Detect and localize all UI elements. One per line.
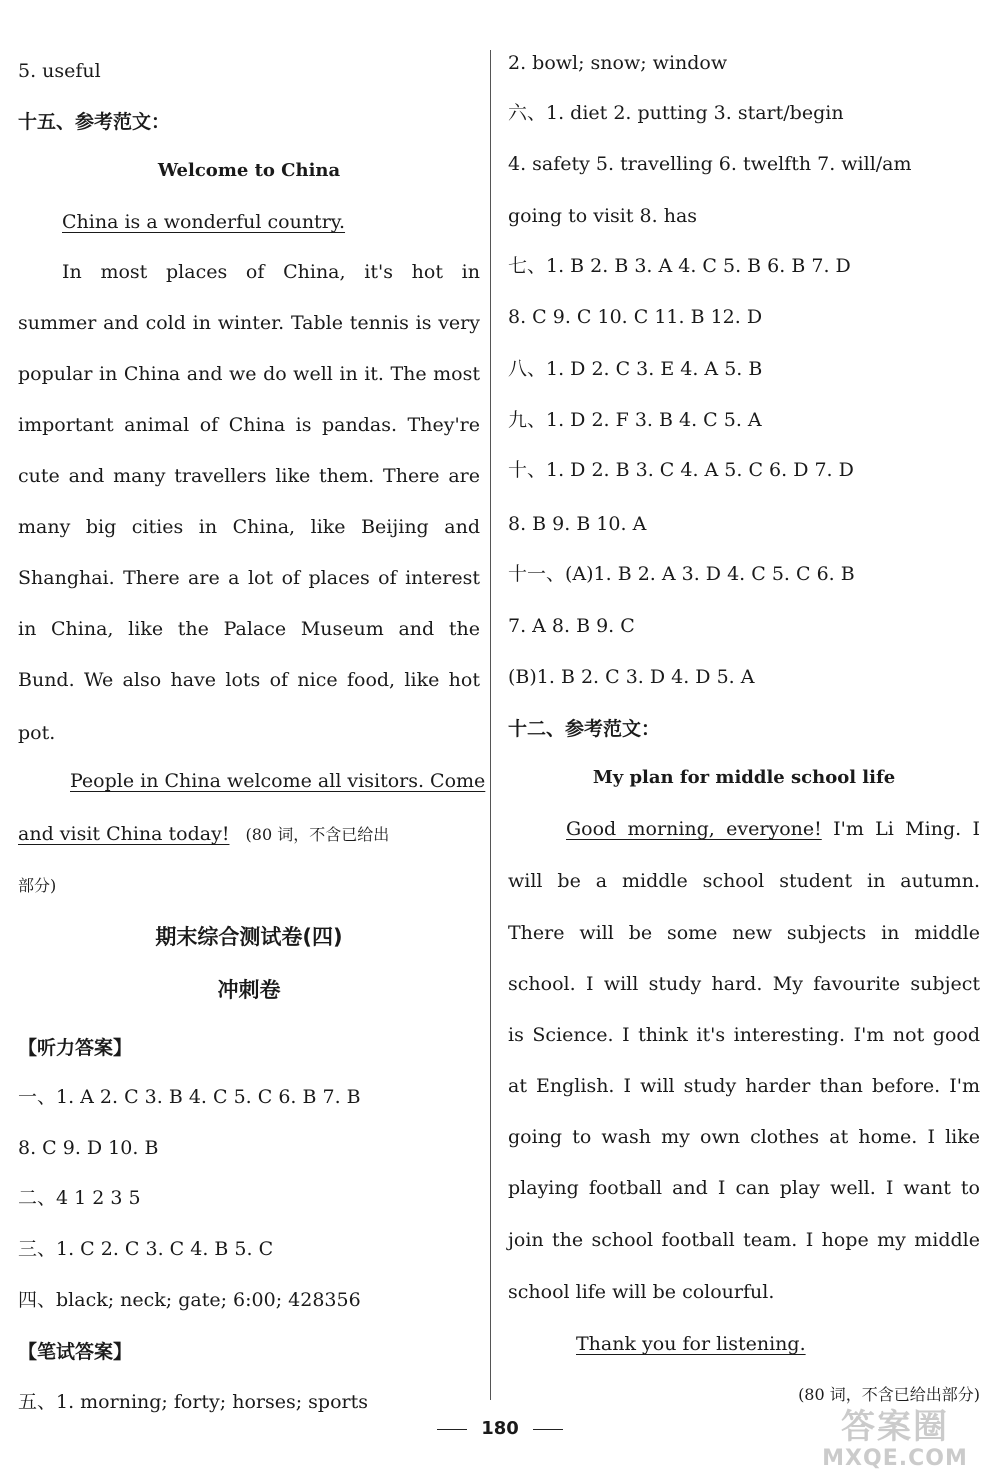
answer-line: 一、1. A 2. C 3. B 4. C 5. C 6. B 7. B [18,1086,361,1108]
word-count-note: 部分) [18,876,57,895]
essay-line: school life will be colourful. [508,1281,775,1303]
answer-line: going to visit 8. has [508,205,698,227]
essay-line: at English. I will study harder than before. I'm [508,1075,980,1097]
essay-line: playing football and I can play well. I want to [508,1177,980,1199]
column-divider [490,50,491,1400]
essay-line: In most places of China, it's hot in [62,261,480,283]
answer-line: 十、1. D 2. B 3. C 4. A 5. C 6. D 7. D [508,459,854,481]
essay-line [70,768,486,794]
answer-line: 4. safety 5. travelling 6. twelfth 7. will/am [508,153,912,175]
essay-line: popular in China and we do well in it. The most [18,363,480,385]
answer-line: 四、black; neck; gate; 6:00; 428356 [18,1289,361,1311]
essay-line: in China, like the Palace Museum and the [18,618,480,640]
essay-line: cute and many travellers like them. There are [18,465,480,487]
essay-line: There will be some new subjects in middle [508,922,980,944]
answer-line: 三、1. C 2. C 3. C 4. B 5. C [18,1238,274,1260]
answer-line: 十一、(A)1. B 2. A 3. D 4. C 5. C 6. B [508,563,855,585]
test-subtitle: 冲刺卷 [217,978,281,1002]
answer-line: 8. C 9. C 10. C 11. B 12. D [508,306,763,328]
essay-line: school. I will study hard. My favourite subject [508,973,980,995]
answer-line: 二、4 1 2 3 5 [18,1187,141,1209]
essay-title: Welcome to China [157,160,341,181]
answer-line: 8. C 9. D 10. B [18,1137,159,1159]
essay-line: will be a middle school student in autumn. [508,870,980,892]
essay-line: is Science. I think it's interesting. I'm not good [508,1024,980,1046]
given-text: Good morning, everyone! [566,818,822,840]
answer-line: 2. bowl; snow; window [508,52,728,74]
word-count-note: (80 词，不含已给出部分) [798,1385,980,1404]
essay-line: summer and cold in winter. Table tennis is very [18,312,480,334]
essay-line [18,821,389,847]
answer-line: (B)1. B 2. C 3. D 4. D 5. A [508,666,755,688]
given-text: and visit China today! [18,823,230,845]
watermark-logo: 答案圈 MXQE.COM [822,1407,968,1471]
essay-line: Good morning, everyone! I'm Li Ming. I [566,818,980,840]
given-text: Thank you for listening. [576,1333,806,1355]
answer-line: 六、1. diet 2. putting 3. start/begin [508,102,844,124]
section-heading: 十五、参考范文： [18,111,171,133]
answer-line: 五、1. morning; forty; horses; sports [18,1391,368,1413]
section-heading: 十二、参考范文： [508,718,661,740]
essay-line: going to wash my own clothes at home. I like [508,1126,980,1148]
test-title: 期末综合测试卷(四) [155,925,343,949]
answer-line: 7. A 8. B 9. C [508,615,635,637]
given-text: China is a wonderful country. [62,211,346,233]
section-heading: 【笔试答案】 [18,1341,133,1363]
page-number: 180 [0,1418,1000,1439]
page-number-dash [533,1429,563,1430]
essay-line: pot. [18,722,56,744]
given-text: People in China welcome all visitors. Come [70,770,486,792]
section-heading: 【听力答案】 [18,1037,133,1059]
answer-line: 九、1. D 2. F 3. B 4. C 5. A [508,409,762,431]
essay-line: many big cities in China, like Beijing and [18,516,480,538]
essay-line: Shanghai. There are a lot of places of interest [18,567,480,589]
essay-line [62,209,345,235]
essay-line: important animal of China is pandas. They're [18,414,480,436]
answer-line: 八、1. D 2. C 3. E 4. A 5. B [508,358,763,380]
page-number-dash [437,1429,467,1430]
essay-line [576,1331,806,1357]
word-count-note: (80 词，不含已给出 [245,825,390,844]
essay-line: Bund. We also have lots of nice food, like hot [18,669,480,691]
answer-line: 七、1. B 2. B 3. A 4. C 5. B 6. B 7. D [508,255,851,277]
essay-title: My plan for middle school life [592,767,896,788]
answer-line: 5. useful [18,60,101,82]
essay-line: join the school football team. I hope my middle [508,1229,980,1251]
answer-line: 8. B 9. B 10. A [508,513,647,535]
